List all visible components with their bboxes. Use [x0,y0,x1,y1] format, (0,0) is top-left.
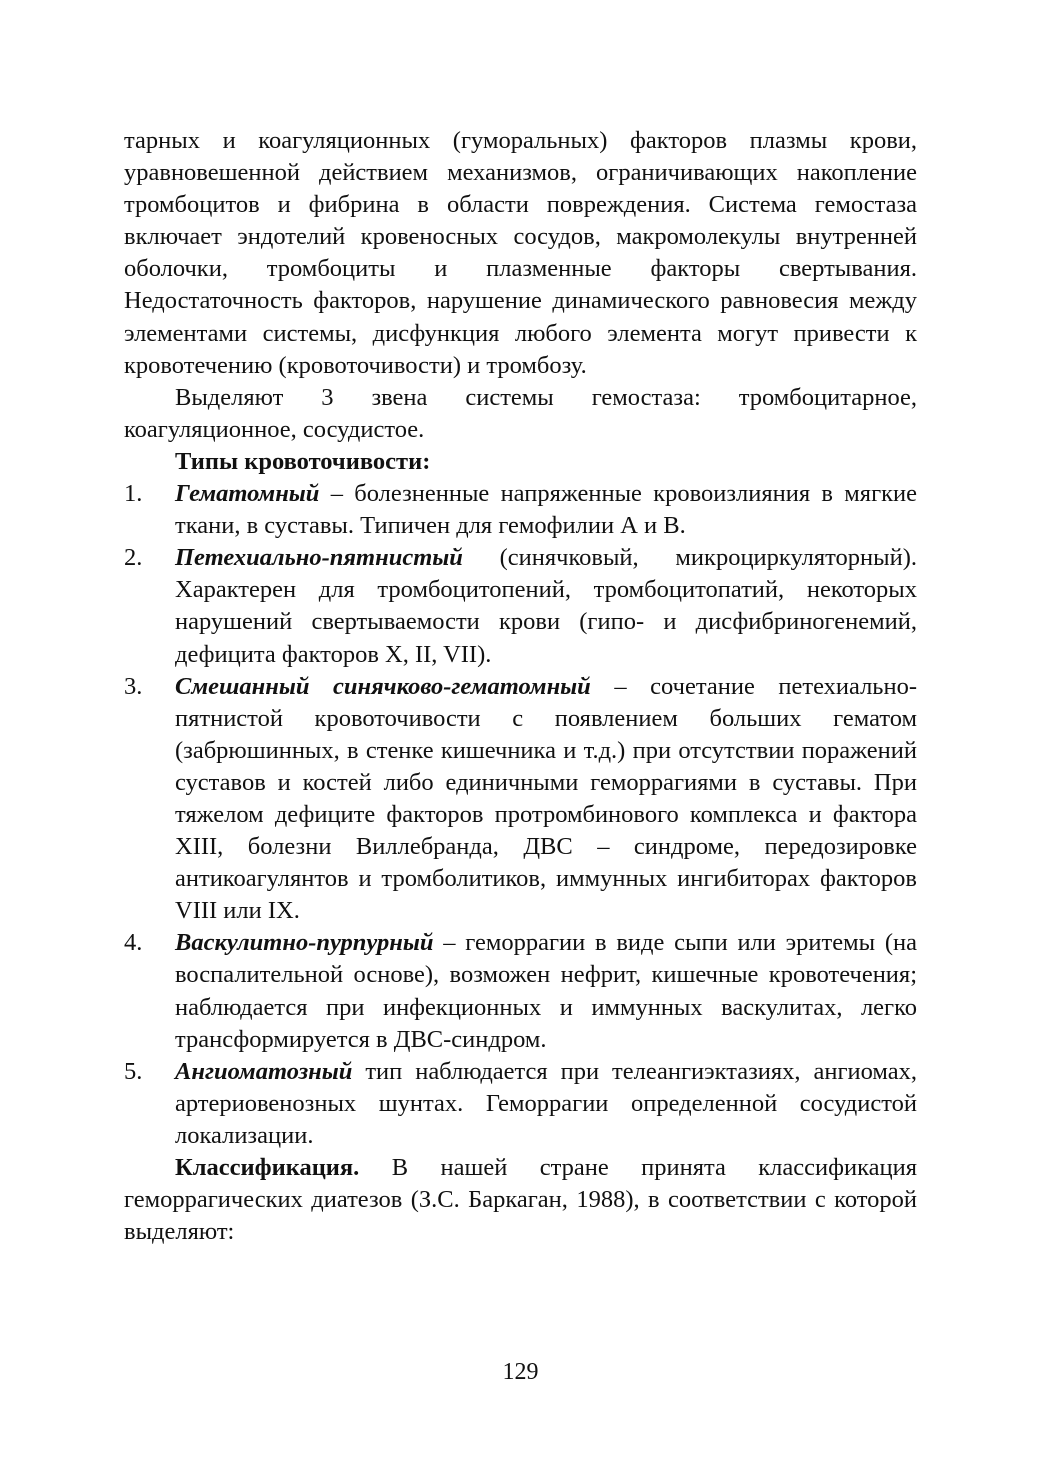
classification-text: В нашей стране принята классификация геморрагических диатезов (З.С. Баркаган, 1988), в соответствии с которой выделяют: [124,1154,917,1246]
list-item-number: 4. [124,929,143,957]
list-item-number: 2. [124,544,143,572]
list-item-text: тип наблюдается при телеангиэктазиях, ангиомах, артериовенозных шунтах. Геморрагии определенной сосудистой локализации. [175,1057,917,1149]
bleeding-types-list [124,478,917,1152]
list-item-term: Ангиоматозный [175,1057,353,1085]
page-number: 129 [502,1359,539,1385]
list-item [124,478,917,542]
page-body [124,125,917,1248]
hemostasis-links-paragraph: Выделяют 3 звена системы гемостаза: тромбоцитарное, коагуляционное, сосудистое. [124,383,917,443]
list-item-text: – сочетание петехиально-пятнистой кровоточивости с появлением больших гематом (забрюшинных, в стенке кишечника и т.д.) при отсутствии поражений суставов и костей либо единичными геморрагиями в суставы. При тяжелом дефиците факторов протромбинового комплекса и фактора XIII, болезни Виллебранда, ДВС – синдроме, передозировке антикоагулянтов и тромболитиков, иммунных ингибиторах факторов VIII или IX. [175,672,917,925]
intro-paragraph: тарных и коагуляционных (гуморальных) факторов плазмы крови, уравновешенной действием механизмов, ограничивающих накопление тромбоцитов и фибрина в области повреждения. Система гемостаза включает эндотелий кровеносных сосудов, макромолекулы внутренней оболочки, тромбоциты и плазменные факторы свертывания. Недостаточность факторов, нарушение динамического равновесия между элементами системы, дисфункция любого элемента могут привести к кровотечению (кровоточивости) и тромбозу. [124,127,917,379]
list-item-text: (синячковый, микроциркуляторный). Характерен для тромбоцитопений, тромбоцитопатий, некоторых нарушений свертываемости крови (гипо- и дисфибриногенемий, дефицита факторов X, II, VII). [175,544,917,668]
list-item-term: Петехиально-пятнистый [175,544,463,572]
list-item-number: 5. [124,1057,143,1085]
list-item [124,927,917,1055]
list-item [124,1056,917,1152]
list-item [124,671,917,928]
list-item-term: Смешанный синячково-гематомный [175,672,591,700]
list-item-text: – геморрагии в виде сыпи или эритемы (на воспалительной основе), возможен нефрит, кишечные кровотечения; наблюдается при инфекционных и иммунных васкулитах, легко трансформируется в ДВС-синдром. [175,929,917,1053]
list-item-term: Васкулитно-пурпурный [175,929,434,957]
list-item-text: – болезненные напряженные кровоизлияния в мягкие ткани, в суставы. Типичен для гемофилии А и В. [175,480,917,540]
list-item [124,542,917,670]
list-item-term: Гематомный [175,480,320,508]
classification-paragraph [124,1152,917,1248]
classification-lead: Классификация. [175,1154,360,1181]
list-item-number: 1. [124,480,143,508]
bleeding-types-heading: Типы кровоточивости: [175,447,431,475]
list-item-number: 3. [124,672,143,700]
